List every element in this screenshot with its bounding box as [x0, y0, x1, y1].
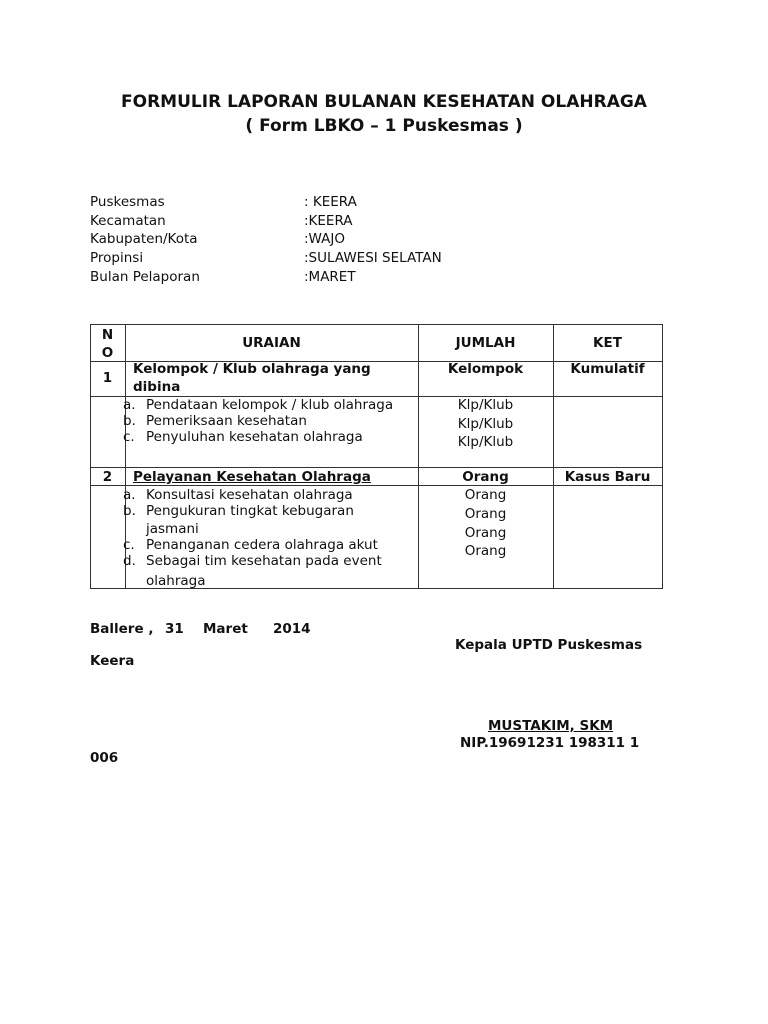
footer-position: Kepala UPTD Puskesmas: [455, 637, 643, 653]
footer-place: Ballere ,: [90, 621, 154, 637]
info-value-kabupaten: :WAJO: [304, 231, 346, 247]
item-text-cont: jasmani: [146, 521, 199, 537]
item-marker: c.: [123, 537, 135, 553]
info-value-puskesmas: : KEERA: [304, 194, 357, 210]
header-jumlah: JUMLAH: [455, 335, 516, 351]
item-unit: Orang: [464, 506, 507, 522]
item-marker: d.: [123, 553, 136, 569]
signatory-nip-cont: 006: [90, 750, 119, 766]
info-label-kabupaten: Kabupaten/Kota: [90, 231, 198, 247]
item-unit: Klp/Klub: [457, 434, 514, 450]
info-value-bulan: :MARET: [304, 269, 356, 285]
table-border-left: [90, 324, 91, 589]
item-marker: a.: [123, 397, 136, 413]
signatory-name: MUSTAKIM, SKM: [488, 718, 614, 734]
table-border-top: [90, 324, 662, 325]
item-text: Penanganan cedera olahraga akut: [146, 537, 378, 553]
item-text: Pengukuran tingkat kebugaran: [146, 503, 354, 519]
item-text-cont: olahraga: [146, 573, 206, 589]
footer-year: 2014: [273, 621, 311, 637]
header-uraian: URAIAN: [242, 335, 301, 351]
item-unit: Klp/Klub: [457, 416, 514, 432]
item-unit: Orang: [464, 525, 507, 541]
item-marker: a.: [123, 487, 136, 503]
header-no-1: N: [101, 327, 114, 343]
info-label-puskesmas: Puskesmas: [90, 194, 165, 210]
footer-place2: Keera: [90, 653, 135, 669]
info-label-propinsi: Propinsi: [90, 250, 144, 266]
section2-ket: Kasus Baru: [564, 469, 651, 485]
item-text: Pendataan kelompok / klub olahraga: [146, 397, 394, 413]
item-text: Pemeriksaan kesehatan: [146, 413, 307, 429]
info-value-propinsi: :SULAWESI SELATAN: [304, 250, 442, 266]
section1-title: Kelompok / Klub olahraga yang: [133, 361, 371, 377]
section2-jumlah: Orang: [462, 469, 509, 485]
section1-ket: Kumulatif: [570, 361, 645, 377]
footer-day: 31: [165, 621, 184, 637]
item-text: Konsultasi kesehatan olahraga: [146, 487, 353, 503]
table-border-right: [662, 324, 663, 589]
section1-title-cont: dibina: [133, 379, 181, 395]
item-unit: Orang: [464, 543, 507, 559]
footer-month: Maret: [203, 621, 248, 637]
item-marker: c.: [123, 429, 135, 445]
item-marker: b.: [123, 413, 136, 429]
form-subtitle: ( Form LBKO – 1 Puskesmas ): [245, 116, 523, 136]
item-unit: Klp/Klub: [457, 397, 514, 413]
form-title: FORMULIR LAPORAN BULANAN KESEHATAN OLAHRAGA: [121, 92, 647, 112]
signatory-nip: NIP.19691231 198311 1: [460, 735, 640, 751]
info-label-bulan: Bulan Pelaporan: [90, 269, 200, 285]
header-no-2: O: [101, 345, 114, 361]
section2-title: Pelayanan Kesehatan Olahraga: [133, 469, 371, 485]
item-text: Penyuluhan kesehatan olahraga: [146, 429, 363, 445]
header-ket: KET: [593, 335, 622, 351]
item-unit: Orang: [464, 487, 507, 503]
info-label-kecamatan: Kecamatan: [90, 213, 166, 229]
item-marker: b.: [123, 503, 136, 519]
info-value-kecamatan: :KEERA: [304, 213, 353, 229]
section2-no: 2: [102, 469, 113, 485]
section1-no: 1: [102, 370, 113, 386]
section1-jumlah: Kelompok: [447, 361, 524, 377]
item-text: Sebagai tim kesehatan pada event: [146, 553, 382, 569]
